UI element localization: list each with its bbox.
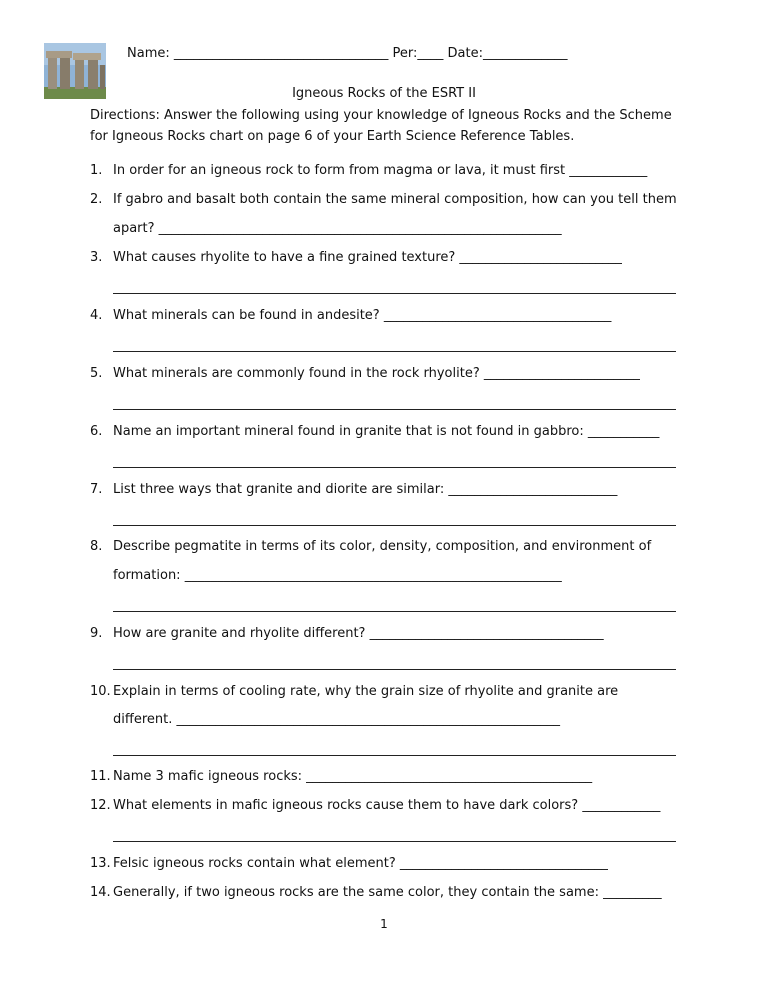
question-3: [90, 250, 690, 265]
directions-text: Directions: Answer the following using your knowledge of Igneous Rocks and the Scheme for Igneous Rocks chart on page 6 of your Earth Science Reference Tables.: [90, 108, 672, 144]
question-4: [90, 308, 690, 323]
question-number: 6.: [90, 424, 103, 439]
question-10: [90, 684, 690, 699]
question-number: 2.: [90, 192, 103, 207]
question-text: Generally, if two igneous rocks are the same color, they contain the same: _________: [113, 885, 662, 900]
question-number: 13.: [90, 856, 111, 871]
question-10-continuation: different. ___________________________________________________________: [113, 712, 560, 727]
question-6: [90, 424, 690, 439]
question-12: [90, 798, 690, 813]
question-number: 4.: [90, 308, 103, 323]
question-14: [90, 885, 690, 900]
question-number: 7.: [90, 482, 103, 497]
answer-line[interactable]: [113, 841, 676, 842]
page-number: 1: [380, 917, 388, 931]
answer-line[interactable]: [113, 525, 676, 526]
name-period-date-line: Name: _________________________________ Per:____ Date:_____________: [127, 46, 568, 61]
page-title: Igneous Rocks of the ESRT II: [292, 86, 476, 101]
answer-line[interactable]: [113, 467, 676, 468]
question-number: 14.: [90, 885, 111, 900]
answer-line[interactable]: [113, 409, 676, 410]
question-8: [90, 539, 690, 554]
question-number: 5.: [90, 366, 103, 381]
question-number: 1.: [90, 163, 103, 178]
question-number: 8.: [90, 539, 103, 554]
question-13: [90, 856, 690, 871]
question-text: What minerals can be found in andesite? ___________________________________: [113, 308, 612, 323]
question-text: How are granite and rhyolite different? ____________________________________: [113, 626, 604, 641]
answer-line[interactable]: [113, 351, 676, 352]
question-5: [90, 366, 690, 381]
question-text: What elements in mafic igneous rocks cause them to have dark colors? ____________: [113, 798, 661, 813]
question-7: [90, 482, 690, 497]
question-text: Name an important mineral found in granite that is not found in gabbro: ___________: [113, 424, 660, 439]
question-text: Describe pegmatite in terms of its color, density, composition, and environment of: [113, 539, 652, 554]
question-text: In order for an igneous rock to form from magma or lava, it must first ____________: [113, 163, 648, 178]
question-text: What causes rhyolite to have a fine grained texture? _________________________: [113, 250, 622, 265]
question-text: What minerals are commonly found in the rock rhyolite? ________________________: [113, 366, 640, 381]
question-text: List three ways that granite and diorite are similar: __________________________: [113, 482, 618, 497]
question-number: 3.: [90, 250, 103, 265]
question-number: 11.: [90, 769, 111, 784]
answer-line[interactable]: [113, 669, 676, 670]
question-11: [90, 769, 690, 784]
question-1: [90, 163, 690, 178]
question-number: 12.: [90, 798, 111, 813]
answer-line[interactable]: [113, 293, 676, 294]
question-text: Explain in terms of cooling rate, why the grain size of rhyolite and granite are: [113, 684, 619, 699]
question-number: 10.: [90, 684, 111, 699]
question-text: If gabro and basalt both contain the same mineral composition, how can you tell them: [113, 192, 677, 207]
question-8-continuation: formation: __________________________________________________________: [113, 568, 562, 583]
question-2-continuation: apart? ______________________________________________________________: [113, 221, 562, 236]
question-text: Felsic igneous rocks contain what element? ________________________________: [113, 856, 608, 871]
question-2: [90, 192, 690, 207]
answer-line[interactable]: [113, 611, 676, 612]
answer-line[interactable]: [113, 755, 676, 756]
question-9: [90, 626, 690, 641]
question-text: Name 3 mafic igneous rocks: ____________________________________________: [113, 769, 593, 784]
question-number: 9.: [90, 626, 103, 641]
